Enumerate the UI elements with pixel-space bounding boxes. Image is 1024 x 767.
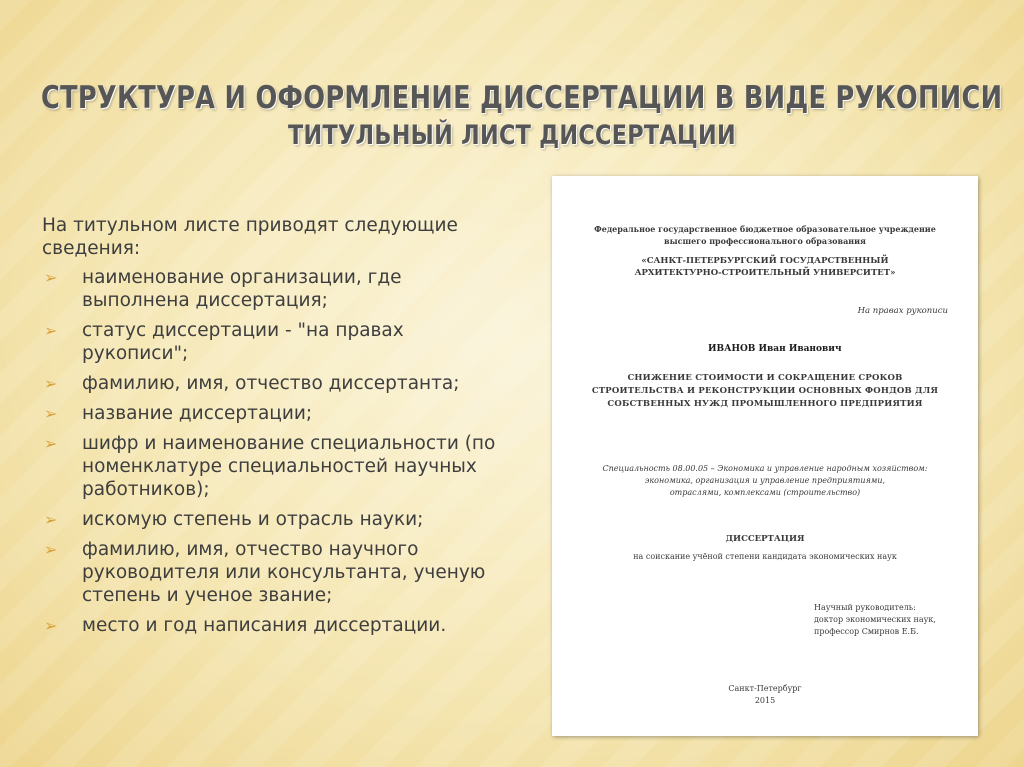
list-item <box>42 402 512 425</box>
list-item-text: фамилию, имя, отчество научного руководителя или консультанта, ученую степень и ученое звание; <box>82 539 486 606</box>
org-line-1: Федеральное государственное бюджетное образовательное учреждение <box>594 224 936 234</box>
arrow-bullet-icon: ➢ <box>44 540 58 559</box>
arrow-bullet-icon: ➢ <box>44 268 58 287</box>
bullet-list <box>42 266 512 637</box>
manuscript-status: На правах рукописи <box>857 306 948 316</box>
year: 2015 <box>754 696 776 705</box>
arrow-bullet-icon: ➢ <box>44 374 58 393</box>
title-line-2: ТИТУЛЬНЫЙ ЛИСТ ДИССЕРТАЦИИ <box>288 120 736 151</box>
thesis-title-line-3: СОБСТВЕННЫХ НУЖД ПРОМЫШЛЕННОГО ПРЕДПРИЯТИЯ <box>607 399 923 409</box>
list-item <box>42 508 512 531</box>
list-item <box>42 538 512 607</box>
arrow-bullet-icon: ➢ <box>44 434 58 453</box>
slide-title <box>0 78 1024 154</box>
list-item <box>42 319 512 365</box>
title-page-sample <box>552 176 978 736</box>
city: Санкт-Петербург <box>728 684 802 693</box>
title-line-1: СТРУКТУРА И ОФОРМЛЕНИЕ ДИССЕРТАЦИИ В ВИДЕ РУКОПИСИ <box>40 80 1003 116</box>
list-item-text: искомую степень и отрасль науки; <box>82 509 424 530</box>
list-item <box>42 432 512 501</box>
specialty-line-2: экономика, организация и управление предприятиями, <box>644 476 886 485</box>
specialty-line-1: Специальность 08.00.05 – Экономика и управление народным хозяйством: <box>602 464 928 473</box>
list-item-text: шифр и наименование специальности (по номенклатуре специальностей научных работников); <box>82 433 496 500</box>
list-item-text: место и год написания диссертации. <box>82 615 447 636</box>
list-item-text: наименование организации, где выполнена диссертация; <box>82 267 402 311</box>
org-line-2: высшего профессионального образования <box>664 236 866 246</box>
arrow-bullet-icon: ➢ <box>44 616 58 635</box>
document-type: ДИССЕРТАЦИЯ <box>725 534 805 544</box>
list-item <box>42 266 512 312</box>
thesis-title-line-1: СНИЖЕНИЕ СТОИМОСТИ И СОКРАЩЕНИЕ СРОКОВ <box>627 373 903 383</box>
list-item-text: название диссертации; <box>82 403 313 424</box>
degree-line: на соискание учёной степени кандидата экономических наук <box>633 552 897 561</box>
list-item <box>42 614 512 637</box>
supervisor-line-3: профессор Смирнов Е.Б. <box>814 627 919 636</box>
supervisor-line-1: Научный руководитель: <box>814 603 916 612</box>
arrow-bullet-icon: ➢ <box>44 404 58 423</box>
arrow-bullet-icon: ➢ <box>44 510 58 529</box>
list-item <box>42 372 512 395</box>
thesis-title-line-2: СТРОИТЕЛЬСТВА И РЕКОНСТРУКЦИИ ОСНОВНЫХ ФОНДОВ ДЛЯ <box>591 386 939 396</box>
intro-text: На титульном листе приводят следующие сведения: <box>42 215 458 259</box>
arrow-bullet-icon: ➢ <box>44 321 58 340</box>
university-line-1: «САНКТ-ПЕТЕРБУРГСКИЙ ГОСУДАРСТВЕННЫЙ <box>641 256 889 266</box>
list-item-text: фамилию, имя, отчество диссертанта; <box>82 373 460 394</box>
author-name: ИВАНОВ Иван Иванович <box>708 344 842 354</box>
supervisor-line-2: доктор экономических наук, <box>814 615 936 624</box>
list-item-text: статус диссертации - "на правах рукописи"; <box>82 320 404 364</box>
text-column <box>42 214 512 644</box>
specialty-line-3: отраслями, комплексами (строительство) <box>669 488 861 497</box>
university-line-2: АРХИТЕКТУРНО-СТРОИТЕЛЬНЫЙ УНИВЕРСИТЕТ» <box>634 268 896 278</box>
